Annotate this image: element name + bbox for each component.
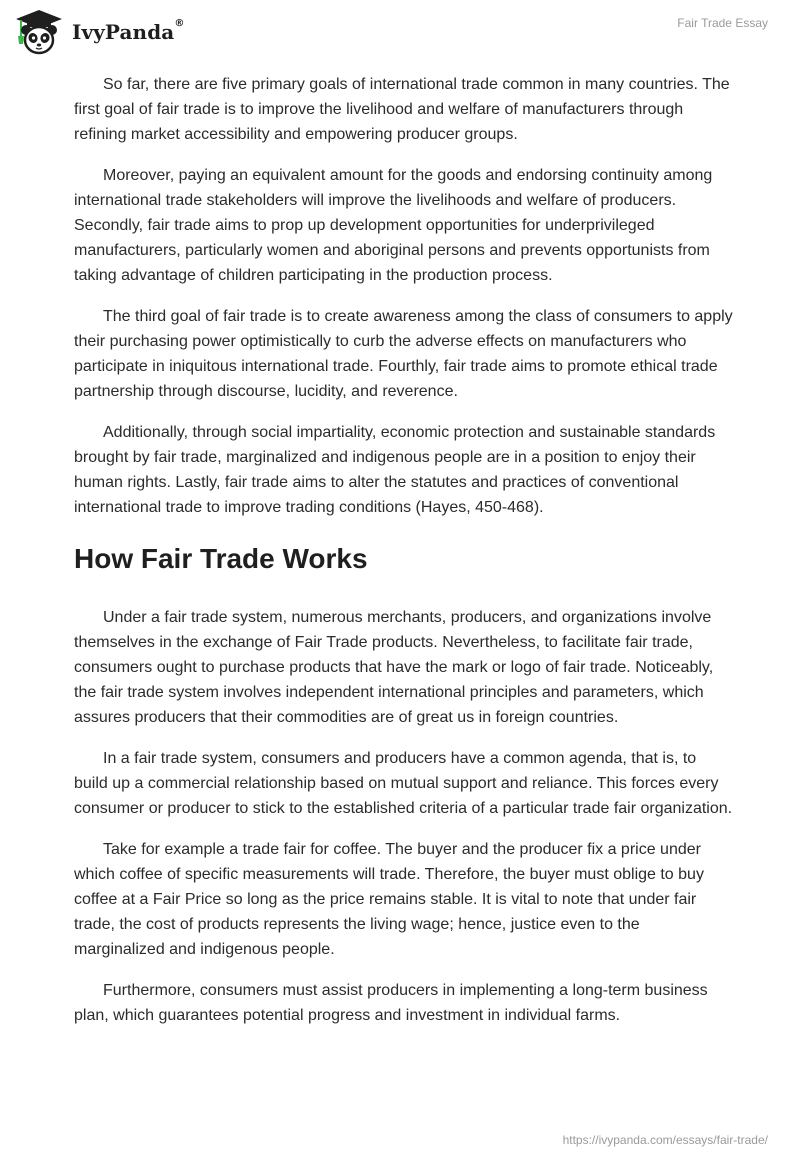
document-title: Fair Trade Essay [677, 16, 768, 30]
registered-mark: ® [174, 18, 185, 29]
section-heading: How Fair Trade Works [74, 543, 368, 574]
paragraph: Under a fair trade system, numerous merchants, producers, and organizations involve themselves in the exchange of Fair Trade products. Nevertheless, to facilitate fair trade, consumers ought to purchase products that have the mark or logo of fair trade. Noticeably, the fair trade system involves independent international principles and parameters, which assures producers that their commodities are of great us in foreign countries. [74, 609, 714, 726]
brand-name [72, 20, 184, 44]
essay-body [74, 72, 734, 1044]
brand-name-text: IvyPanda [72, 20, 175, 44]
page-header [0, 0, 800, 62]
paragraph: So far, there are five primary goals of international trade common in many countries. The first goal of fair trade is to improve the livelihood and welfare of manufacturers through refining market accessibility and empowering producer groups. [74, 76, 730, 143]
panda-graduate-icon [14, 8, 64, 56]
source-url-link[interactable]: https://ivypanda.com/essays/fair-trade/ [562, 1133, 768, 1147]
paragraph: Moreover, paying an equivalent amount for the goods and endorsing continuity among international trade stakeholders will improve the livelihoods and welfare of producers. Secondly, fair trade aims to prop up development opportunities for underprivileged manufacturers, particularly women and aboriginal persons and prevents opportunists from taking advantage of children participating in the production process. [74, 167, 713, 284]
paragraph: Additionally, through social impartiality, economic protection and sustainable standards brought by fair trade, marginalized and indigenous people are in a position to enjoy their human rights. Lastly, fair trade aims to alter the statutes and practices of conventional international trade to improve trading conditions (Hayes, 450-468). [74, 424, 716, 516]
paragraph: Take for example a trade fair for coffee. The buyer and the producer fix a price under which coffee of specific measurements will trade. Therefore, the buyer must oblige to buy coffee at a Fair Price so long as the price remains stable. It is vital to note that under fair trade, the cost of products represents the living wage; hence, justice even to the marginalized and indigenous people. [74, 841, 704, 958]
paragraph: In a fair trade system, consumers and producers have a common agenda, that is, to build up a commercial relationship based on mutual support and reliance. This forces every consumer or producer to stick to the established criteria of a particular trade fair organization. [74, 750, 733, 817]
paragraph: Furthermore, consumers must assist producers in implementing a long-term business plan, which guarantees potential progress and investment in individual farms. [74, 982, 708, 1024]
paragraph: The third goal of fair trade is to create awareness among the class of consumers to apply their purchasing power optimistically to curb the adverse effects on manufacturers who participate in iniquitous international trade. Fourthly, fair trade aims to promote ethical trade partnership through discourse, lucidity, and reverence. [74, 308, 733, 400]
brand-logo[interactable] [14, 8, 184, 56]
